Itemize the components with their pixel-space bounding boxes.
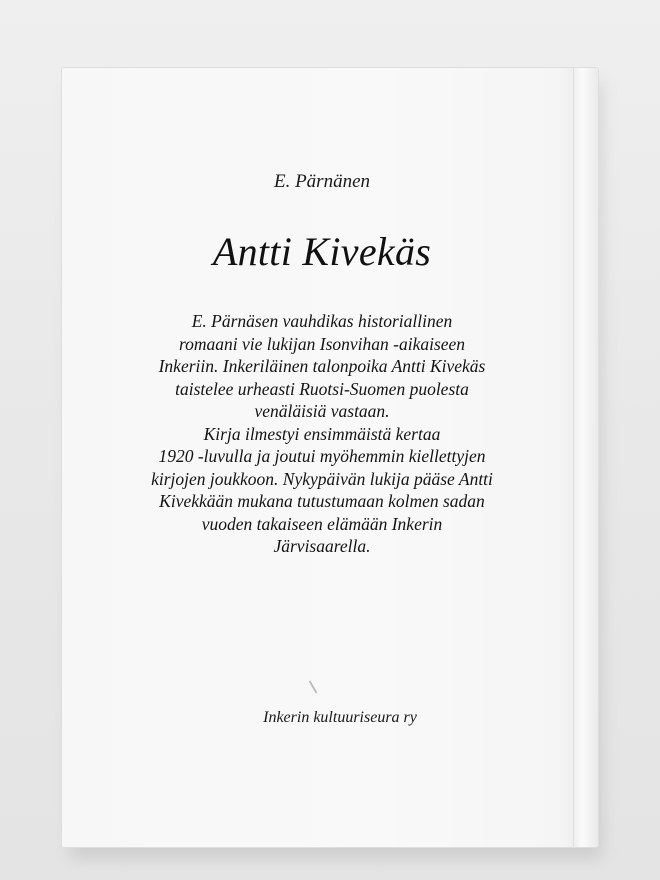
blurb-line: Kirja ilmestyi ensimmäistä kertaa	[203, 423, 441, 444]
blurb-line: Kivekkään mukana tutustumaan kolmen sadan	[159, 491, 485, 511]
blurb-line: Järvisaarella.	[273, 536, 371, 556]
publisher-name: Inkerin kultuuriseura ry	[263, 709, 417, 726]
blurb-line: taistelee urheasti Ruotsi-Suomen puolesta	[175, 378, 469, 399]
blurb-line: venäläisiä vastaan.	[254, 401, 390, 421]
blurb-line: Inkeriin. Inkeriläinen talonpoika Antti Kivekäs	[158, 356, 486, 376]
blurb-line: 1920 -luvulla ja joutui myöhemmin kiellettyjen	[158, 446, 486, 466]
book-title: Antti Kivekäs	[212, 229, 432, 274]
blurb-line: vuoden takaiseen elämään Inkerin	[201, 513, 443, 534]
author-name: E. Pärnänen	[273, 171, 371, 192]
blurb-line: kirjojen joukkoon. Nykypäivän lukija pääse Antti	[151, 468, 493, 489]
blurb-line: E. Pärnäsen vauhdikas historiallinen	[191, 311, 453, 331]
blurb-line: romaani vie lukijan Isonvihan -aikaiseen	[178, 333, 466, 354]
book-back-cover	[61, 67, 599, 848]
blurb-text	[132, 310, 512, 558]
cover-scuff-mark	[309, 680, 318, 693]
